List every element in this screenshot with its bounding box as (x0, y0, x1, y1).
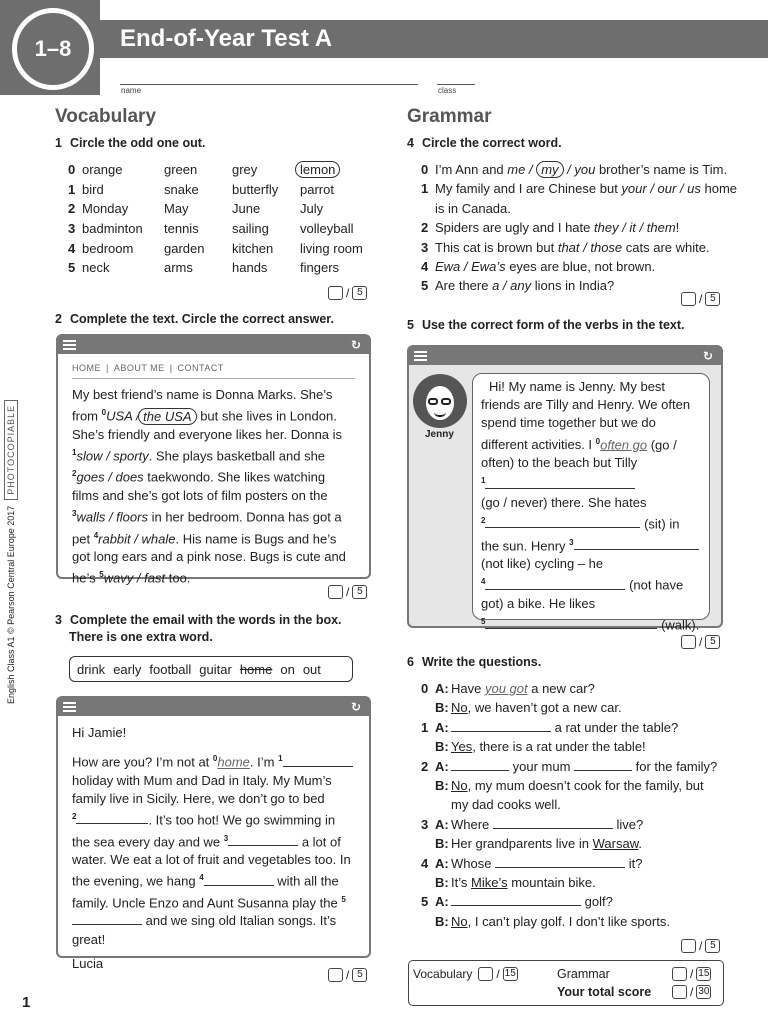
photocopiable-badge: PHOTOCOPIABLE (4, 400, 18, 500)
item-number: 3 (421, 816, 429, 832)
option-circled[interactable]: my (536, 161, 563, 178)
menu-icon[interactable] (63, 702, 76, 714)
option[interactable]: your / our / us (621, 181, 701, 197)
option-4[interactable]: rabbit / whale (98, 531, 176, 547)
label-a: A: (435, 855, 449, 871)
ex4-item (421, 160, 741, 179)
ex4-item (421, 179, 741, 218)
text-segment: , there is a rat under the table! (472, 739, 646, 755)
text-segment: my dad cooks well. (451, 797, 561, 813)
text-segment: holiday with Mum and Dad in Italy. My Mum’s family live in Sicily. Here, we don’t go to bed (72, 772, 332, 806)
item-number: 1 (421, 719, 429, 735)
gap-4[interactable] (204, 874, 274, 886)
word[interactable]: neck (82, 260, 110, 276)
page-number: 1 (22, 994, 31, 1011)
ex4-instruction: Circle the correct word. (421, 136, 562, 150)
row-number: 5 (68, 260, 76, 276)
score-box[interactable] (478, 967, 493, 981)
row-number: 3 (68, 221, 76, 237)
example-answer: you got (484, 681, 528, 696)
text-segment: I’m Ann and (435, 162, 508, 177)
text-segment: lions in India? (531, 278, 615, 294)
score-box[interactable] (672, 967, 687, 981)
score-total: 5 (705, 939, 720, 953)
ex2-text: My best friend’s name is Donna Marks. She’s from $^0$USA / the USA but she lives in London. She’s friendly and everyone likes her. Donna is $^1$slow / sporty. She plays basketball and she $^2$goes / does taekwondo. She likes watching films and she’s got lots of film posters on the $^3$walls / floors in her bedroom. Donna has got a pet $^4$rabbit / whale. His name is Bugs and he’s got long ears and a pink nose. Bugs is cute and he’s $^5$wavy / fast too. (72, 387, 346, 586)
ex4-item (421, 238, 741, 257)
copyright-text: English Class A1 © Pearson Central Europe 2017 (6, 505, 16, 704)
ex4-heading (407, 136, 562, 150)
option[interactable]: me / (507, 162, 537, 177)
underlined-word: Yes (451, 739, 473, 755)
name-label: name (121, 86, 142, 95)
nav-about-link[interactable]: ABOUT ME (113, 363, 165, 373)
score-total: 5 (352, 286, 367, 300)
text-segment: , I can’t play golf. I don’t like sports. (467, 913, 670, 929)
answer-gap[interactable] (451, 894, 581, 906)
score-summary-box (408, 960, 724, 1006)
nav-home-link[interactable]: HOME (72, 363, 101, 373)
text-segment: (sit) in the sun. Henry (481, 516, 680, 553)
option-2[interactable]: goes / does (76, 469, 144, 485)
item-number: 3 (421, 239, 429, 255)
word[interactable]: sailing (232, 221, 269, 237)
option[interactable]: / you (563, 162, 596, 177)
text-segment: home is in Canada. (435, 181, 738, 216)
score-total: 5 (352, 585, 367, 599)
gap-5[interactable] (72, 913, 142, 925)
score-box[interactable] (681, 292, 696, 306)
underlined-word: No (451, 913, 468, 929)
item-number: 5 (421, 278, 429, 294)
box-word: on (280, 661, 295, 677)
ex1-row (68, 199, 390, 219)
label-b: B: (435, 700, 449, 716)
score-total: 5 (352, 968, 367, 982)
text-segment: too. (165, 570, 191, 586)
text-segment: Hi! My name is Jenny. My best friends are Tilly and Henry. We often spend time together but we do different activities. I (481, 379, 691, 452)
text-segment: for the family? (632, 758, 718, 774)
ex1-number: 1 (55, 136, 62, 150)
option[interactable]: they / it / them (594, 220, 676, 236)
refresh-icon[interactable]: ↻ (350, 338, 361, 352)
item-number: 5 (421, 894, 429, 910)
text-segment: a lot of water. We eat a lot of fruit and vegetables too. In the evening, we hang (72, 834, 351, 889)
ex5-score: / 5 (681, 635, 720, 649)
ex1-row (68, 219, 390, 239)
vocabulary-title: Vocabulary (55, 106, 157, 127)
underlined-word: No (451, 700, 468, 716)
label-a: A: (435, 894, 449, 910)
text-segment: . (638, 836, 643, 852)
text-segment: cats are white. (622, 239, 710, 255)
gap-5[interactable] (485, 617, 657, 629)
word[interactable]: arms (164, 260, 193, 276)
text-segment: golf? (581, 894, 613, 910)
row-number: 0 (68, 162, 76, 178)
total-score-label: Your total score (557, 985, 652, 999)
row-number: 1 (68, 181, 76, 197)
text-segment: My best friend’s name is Donna Marks. She’s from (72, 387, 333, 424)
row-number: 2 (68, 201, 76, 217)
text-segment: with all the family. Uncle Enzo and Aunt Susanna play the (72, 873, 342, 911)
word[interactable]: fingers (300, 260, 340, 276)
ex6-number: 6 (407, 655, 414, 669)
ex6-question-row (421, 757, 741, 776)
word[interactable]: orange (82, 162, 123, 178)
ex3-heading (55, 612, 342, 646)
ex1-row (68, 160, 390, 180)
ex6-instruction: Write the questions. (421, 655, 542, 669)
text-segment: Spiders are ugly and I hate (435, 220, 594, 236)
email-greeting: Hi Jamie! (72, 725, 127, 740)
box-word: guitar (199, 661, 232, 677)
gap-3[interactable] (574, 538, 699, 550)
vocabulary-summary-label: Vocabulary (413, 967, 473, 981)
text-segment: This cat is brown but (435, 239, 558, 255)
answer-gap[interactable] (451, 720, 551, 732)
text-segment: in her bedroom. Donna has got a pet (72, 509, 342, 547)
label-b: B: (435, 913, 449, 929)
example-answer: home (217, 754, 250, 770)
ex6-answer-row (421, 834, 741, 853)
score-total: 30 (698, 986, 710, 997)
word[interactable]: parrot (300, 181, 334, 197)
ex1-score: / 5 (328, 286, 367, 300)
gap-2[interactable] (485, 516, 640, 528)
score-box[interactable] (328, 286, 343, 300)
ex4-item (421, 257, 741, 276)
word[interactable]: hands (232, 260, 268, 276)
text-segment: (walk). (657, 617, 700, 633)
example-answer: often go (600, 436, 648, 452)
text-segment: live? (612, 816, 644, 832)
answer-gap[interactable] (493, 817, 613, 829)
text-segment: (go / never) there. She hates (481, 494, 647, 510)
label-a: A: (435, 681, 449, 696)
total-score-summary: / 30 (672, 985, 711, 999)
window-titlebar (58, 698, 369, 716)
text-segment: eyes are blue, not brown. (505, 259, 656, 275)
ex4-items (421, 160, 741, 296)
box-word: early (113, 661, 142, 677)
text-segment: but she lives in London. She’s friendly and everyone likes her. Donna is (72, 408, 343, 442)
unit-badge (12, 8, 94, 90)
word[interactable]: living room (300, 240, 363, 256)
vocabulary-score-summary: Vocabulary / 15 (413, 967, 516, 981)
option-0a[interactable]: USA / (106, 408, 144, 424)
word[interactable]: volleyball (300, 221, 354, 237)
score-box[interactable] (681, 939, 696, 953)
text-segment: taekwondo. She likes watching films and she’s got lots of film posters on the (72, 469, 328, 503)
underlined-word: No (451, 778, 468, 794)
ex1-instruction: Circle the odd one out. (69, 136, 206, 150)
answer-gap[interactable] (495, 856, 625, 868)
word[interactable]: kitchen (232, 240, 274, 256)
ex6-items (421, 679, 741, 931)
word[interactable]: butterfly (232, 181, 279, 197)
ex5-instruction: Use the correct form of the verbs in the text. (421, 318, 685, 332)
option-0b-circled[interactable]: the USA (138, 408, 196, 425)
text-segment: Whose (451, 855, 496, 871)
word[interactable]: May (164, 201, 189, 217)
text-segment: . I’m (249, 754, 279, 770)
score-total: 5 (705, 292, 720, 306)
ex1-word-grid (68, 160, 390, 278)
email-signoff: Lucia (72, 955, 104, 971)
ex1-heading (55, 136, 205, 150)
text-segment: mountain bike. (507, 875, 596, 891)
option[interactable]: that / those (557, 239, 623, 255)
word[interactable]: green (164, 162, 198, 178)
ex3-instruction-2: There is one extra word. (69, 630, 213, 644)
name-field-line[interactable] (120, 84, 418, 85)
box-word: out (302, 661, 321, 677)
word[interactable]: bedroom (82, 240, 134, 256)
ex6-question-row (421, 892, 741, 911)
ex5-number: 5 (407, 318, 414, 332)
score-total: 15 (504, 968, 516, 979)
ex6-question-row (421, 718, 741, 737)
label-b: B: (435, 739, 449, 755)
ex6-heading (407, 655, 541, 669)
text-segment: brother’s name is Tim. (595, 162, 728, 177)
text-segment: How are you? I’m not at (72, 754, 213, 770)
text-segment: . It’s too hot! We go swimming in the sea every day and we (72, 812, 336, 849)
ex4-item (421, 218, 741, 237)
word[interactable]: badminton (82, 221, 143, 237)
word-circled-example[interactable]: lemon (295, 161, 340, 178)
gap-2[interactable] (76, 812, 148, 824)
ex2-webpage-window (56, 334, 371, 586)
ex6-answer-row (421, 776, 741, 795)
grammar-summary-label: Grammar (557, 967, 610, 981)
ex6-answer-row (421, 912, 741, 931)
item-number: 1 (421, 181, 429, 197)
item-number: 4 (421, 855, 429, 871)
text-segment: (not like) cycling – he (481, 556, 604, 572)
item-number: 2 (421, 758, 429, 774)
ex4-number: 4 (407, 136, 414, 150)
label-a: A: (435, 758, 449, 774)
option-1[interactable]: slow / sporty (76, 448, 149, 464)
label-a: A: (435, 719, 449, 735)
menu-icon[interactable] (414, 351, 427, 363)
jenny-avatar (413, 374, 467, 428)
text-segment: Are there (435, 278, 493, 294)
text-segment: (not have got) a bike. He likes (481, 577, 684, 611)
text-segment: your mum (509, 758, 575, 774)
grammar-score-summary: / 15 (672, 967, 711, 981)
item-number: 2 (421, 220, 429, 236)
ex1-row (68, 238, 390, 258)
word[interactable]: Monday (82, 201, 129, 217)
ex3-email-text: Hi Jamie! How are you? I’m not at $^0$home. I’m $^1$ holiday with Mum and Dad in Italy. My Mum’s family live in Sicily. Here, we don’t go to bed $^2$ . It’s too hot! We go swimming in the sea every day and we $^3$ a lot of water. We eat a lot of fruit and vegetables too. In the evening, we hang $^4$ with all the family. Uncle Enzo and Aunt Susanna play the $^5$ and we sing old Italian songs. It’s great! Lucia (58, 716, 369, 973)
grammar-title: Grammar (407, 106, 492, 127)
score-box[interactable] (328, 585, 343, 599)
gap-1[interactable] (485, 477, 635, 489)
ex6-answer-row (421, 698, 741, 717)
label-a: A: (435, 816, 449, 832)
ex6-question-row (421, 854, 741, 873)
text-segment: , my mum doesn’t cook for the family, but (467, 778, 704, 794)
ex2-score: / 5 (328, 585, 367, 599)
menu-icon[interactable] (63, 340, 76, 352)
text-segment: ! (675, 220, 680, 236)
score-box[interactable] (672, 985, 687, 999)
jenny-speech-bubble: Hi! My name is Jenny. My best friends are Tilly and Henry. We often spend time together but we do different activities. I $^0$often go (go / often) to the beach but Tilly $^1$ (go / never) there. She hates $^2$ (sit) in the sun. Henry $^3$ (not like) cycling – he $^4$ (not have got) a bike. He likes $^5$ (walk). (472, 373, 710, 620)
word[interactable]: June (232, 201, 261, 217)
window-titlebar (58, 336, 369, 354)
ex6-question-row (421, 679, 741, 698)
ex6-score: / 5 (681, 939, 720, 953)
nav-contact-link[interactable]: CONTACT (177, 363, 224, 373)
underlined-word: Mike’s (471, 875, 508, 891)
box-word: football (149, 661, 192, 677)
refresh-icon[interactable]: ↻ (350, 700, 361, 714)
score-total: 5 (705, 635, 720, 649)
avatar-name: Jenny (425, 429, 454, 440)
text-segment: Have (451, 681, 485, 696)
text-segment: , we haven’t got a new car. (467, 700, 622, 716)
ex4-score: / 5 (681, 292, 720, 306)
text-segment: Where (451, 816, 493, 832)
ex5-heading (407, 318, 685, 332)
text-segment: a new car? (527, 681, 595, 696)
text-segment: and we sing old Italian songs. It’s great! (72, 913, 337, 947)
score-total: 15 (698, 968, 710, 979)
ex3-word-box (69, 656, 353, 682)
box-word-used: home (239, 661, 273, 677)
text-segment: My family and I are Chinese but (435, 181, 622, 197)
ex2-number: 2 (55, 312, 62, 326)
ex1-row (68, 180, 390, 200)
ex6-answer-row-cont (421, 795, 741, 814)
text-segment: . She plays basketball and she (148, 448, 326, 464)
label-b: B: (435, 875, 449, 891)
ex1-row (68, 258, 390, 278)
box-word: drink (77, 661, 106, 677)
ex6-answer-row (421, 737, 741, 756)
text-segment: It’s (451, 875, 471, 891)
gap-4[interactable] (485, 578, 625, 590)
text-segment: (go / often) to the beach but Tilly (481, 436, 677, 471)
website-nav: HOME | ABOUT ME | CONTACT (72, 363, 224, 373)
ex2-instruction: Complete the text. Circle the correct answer. (69, 312, 334, 326)
ex6-question-row (421, 815, 741, 834)
answer-gap[interactable] (574, 759, 632, 771)
text-segment: a rat under the table? (551, 719, 679, 735)
word[interactable]: tennis (164, 221, 199, 237)
window-titlebar (409, 347, 721, 365)
option-5[interactable]: wavy / fast (103, 570, 166, 586)
item-number: 0 (421, 681, 429, 696)
score-box[interactable] (328, 968, 343, 982)
class-label: class (438, 86, 457, 95)
refresh-icon[interactable]: ↻ (702, 349, 713, 363)
gap-3[interactable] (228, 834, 298, 846)
underlined-word: Warsaw (592, 836, 639, 852)
unit-number: 1–8 (34, 36, 72, 61)
word[interactable]: garden (164, 240, 205, 256)
option[interactable]: a / any (492, 278, 532, 294)
ex3-email-window (56, 696, 371, 971)
side-copyright (4, 400, 18, 704)
ex3-instruction: Complete the email with the words in the box. (69, 613, 342, 627)
ex2-heading (55, 312, 334, 326)
answer-gap[interactable] (451, 759, 509, 771)
word[interactable]: July (300, 201, 324, 217)
class-field-line[interactable] (437, 84, 475, 85)
text-segment: Her grandparents live in (451, 836, 593, 852)
ex3-score: / 5 (328, 968, 367, 982)
score-box[interactable] (681, 635, 696, 649)
page-title: End-of-Year Test A (100, 20, 768, 58)
word[interactable]: grey (232, 162, 258, 178)
ex6-answer-row (421, 873, 741, 892)
item-number: 4 (421, 259, 429, 275)
word[interactable]: snake (164, 181, 199, 197)
option[interactable]: Ewa / Ewa’s (435, 259, 506, 275)
ex3-number: 3 (55, 613, 62, 627)
row-number: 4 (68, 240, 76, 256)
label-b: B: (435, 778, 449, 794)
word[interactable]: bird (82, 181, 104, 197)
gap-1[interactable] (283, 755, 353, 767)
text-segment: it? (625, 855, 643, 871)
text-segment: . His name is Bugs and he’s got long ears and a pink nose. Bugs is cute and he’s (72, 531, 346, 586)
option-3[interactable]: walls / floors (76, 509, 148, 525)
item-number: 0 (421, 162, 429, 177)
label-b: B: (435, 836, 449, 852)
